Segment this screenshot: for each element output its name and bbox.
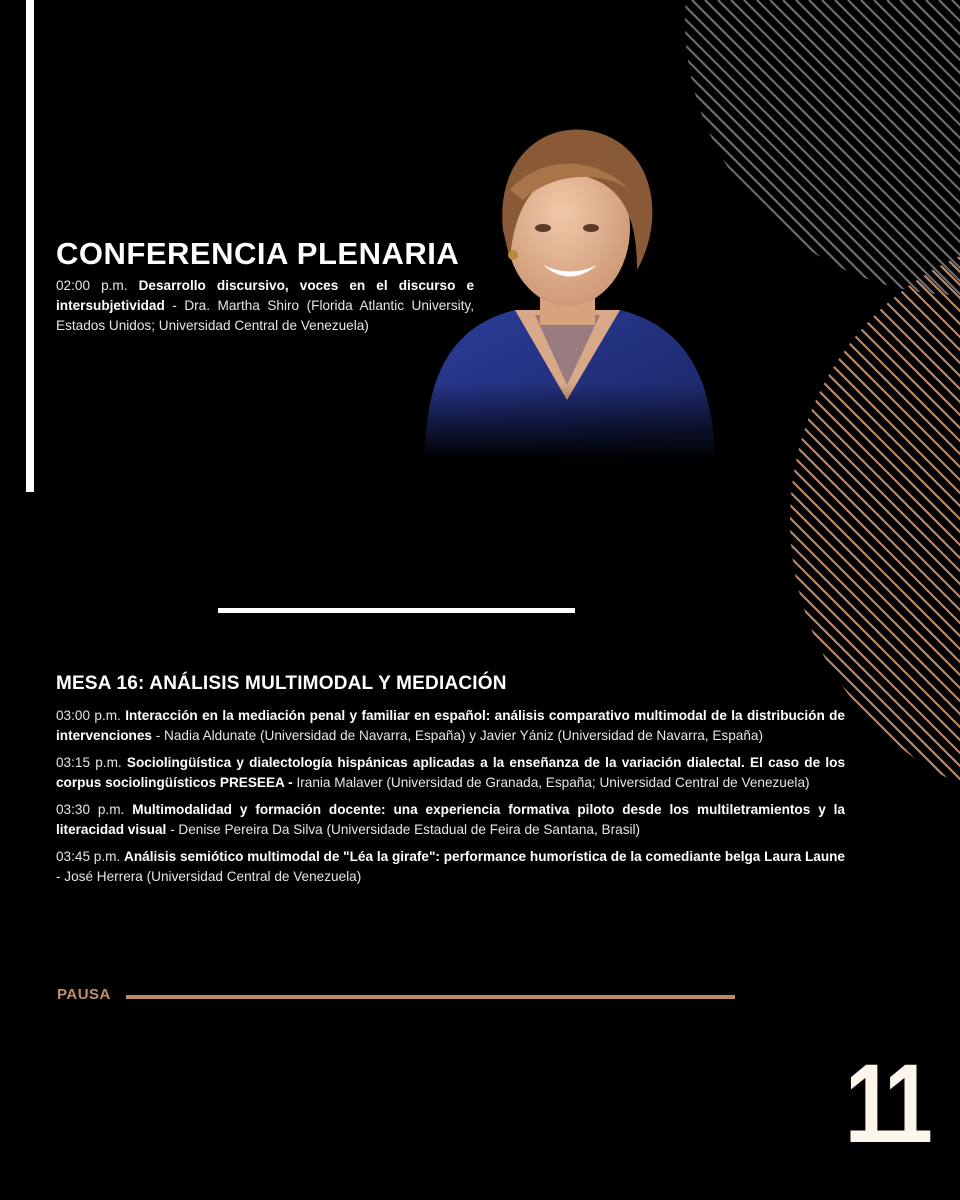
- session-authors: - José Herrera (Universidad Central de Venezuela): [56, 869, 362, 884]
- page-number: 11: [845, 1041, 928, 1166]
- session-authors: - Nadia Aldunate (Universidad de Navarra, España) y Javier Yániz (Universidad de Navarra, España): [151, 728, 763, 743]
- session-item: [56, 800, 845, 840]
- session-time: 03:45 p.m.: [56, 849, 121, 864]
- pausa-label: PAUSA: [57, 986, 111, 1003]
- plenaria-time: 02:00 p.m.: [56, 278, 128, 293]
- session-time: 03:00 p.m.: [56, 708, 121, 723]
- session-title: Análisis semiótico multimodal de "Léa la girafe": performance humorística de la comediante belga Laura Laune: [124, 849, 845, 864]
- session-item: [56, 847, 845, 887]
- plenaria-talk-title: Desarrollo discursivo, voces en el discurso e intersubjetividad: [56, 278, 475, 313]
- stripe-line: [843, 220, 960, 820]
- session-list: [56, 706, 845, 894]
- session-item: [56, 753, 845, 793]
- session-authors: Irania Malaver (Universidad de Granada, España; Universidad Central de Venezuela): [292, 775, 810, 790]
- session-item: [56, 706, 845, 746]
- plenaria-speaker: - Dra. Martha Shiro (Florida Atlantic University, Estados Unidos; Universidad Central de Venezuela): [56, 298, 474, 333]
- session-authors: - Denise Pereira Da Silva (Universidade Estadual de Feira de Santana, Brasil): [166, 822, 641, 837]
- stripe-line: [921, 220, 960, 820]
- left-accent-bar: [26, 0, 34, 492]
- mesa-title: MESA 16: ANÁLISIS MULTIMODAL Y MEDIACIÓN: [56, 673, 507, 694]
- session-time: 03:30 p.m.: [56, 802, 125, 817]
- session-time: 03:15 p.m.: [56, 755, 122, 770]
- session-title: Multimodalidad y formación docente: una experiencia formativa piloto desde los multiletramientos y la literacidad visual: [56, 802, 845, 837]
- section-divider: [218, 608, 575, 613]
- pausa-rule: [126, 995, 735, 999]
- session-title: Interacción en la mediación penal y familiar en español: análisis comparativo multimodal de la distribución de intervenciones: [56, 708, 845, 743]
- plenaria-description: [56, 276, 474, 336]
- session-title: Sociolingüística y dialectología hispánicas aplicadas a la enseñanza de la variación dialectal. El caso de los corpus sociolingüísticos PRESEEA -: [56, 755, 845, 790]
- plenaria-title: CONFERENCIA PLENARIA: [56, 236, 460, 271]
